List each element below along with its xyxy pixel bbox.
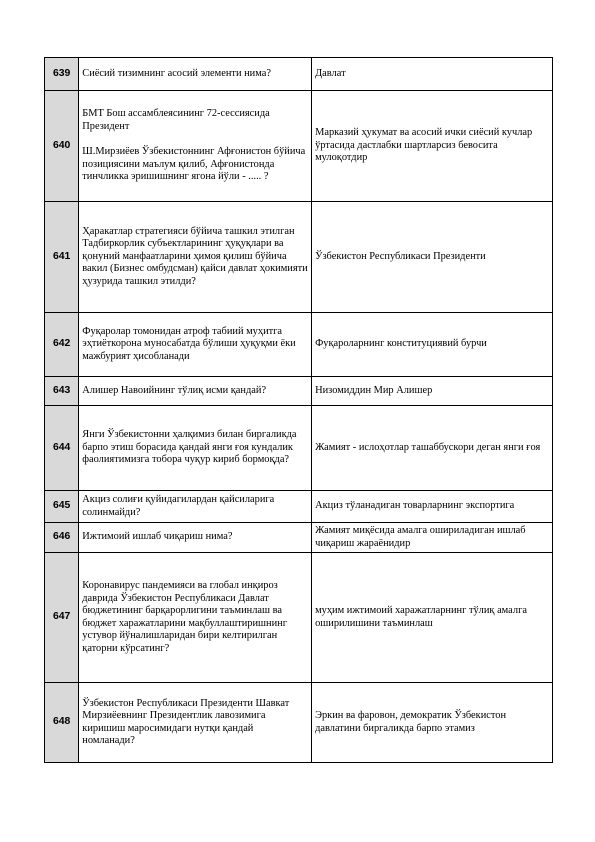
table-row xyxy=(45,377,553,406)
row-number: 644 xyxy=(45,406,79,491)
answer-cell: Низомиддин Мир Алишер xyxy=(312,377,553,406)
row-number: 645 xyxy=(45,491,79,523)
question-cell: Фуқаролар томонидан атроф табиий муҳитга эҳтиёткорона муносабатда бўлиши ҳуқуқми ёки мажбурият ҳисобланади xyxy=(79,313,312,377)
answer-cell: муҳим ижтимоий харажатларнинг тўлиқ амалга оширилишини таъминлаш xyxy=(312,553,553,683)
answer-cell: Ўзбекистон Республикаси Президенти xyxy=(312,202,553,313)
answer-cell: Фуқароларнинг конституциявий бурчи xyxy=(312,313,553,377)
answer-cell: Давлат xyxy=(312,58,553,91)
row-number: 643 xyxy=(45,377,79,406)
row-number: 640 xyxy=(45,91,79,202)
table-row xyxy=(45,553,553,683)
question-cell: Янги Ўзбекистонни ҳалқимиз билан биргаликда барпо этиш борасида қандай янги ғоя кундалик фаолиятимизга тобора чуқур кириб бормоқда? xyxy=(79,406,312,491)
row-number: 646 xyxy=(45,523,79,553)
table-row xyxy=(45,58,553,91)
row-number: 639 xyxy=(45,58,79,91)
question-cell: Акциз солиғи қуйидагилардан қайсиларига солинмайди? xyxy=(79,491,312,523)
row-number: 641 xyxy=(45,202,79,313)
question-cell: Ҳаракатлар стратегияси бўйича ташкил этилган Тадбиркорлик субъектларининг ҳуқуқлари ва қонуний манфаатларини ҳимоя қилиш бўйича вакил (Бизнес омбудсман) қайси давлат ҳокимияти ҳузурида ташкил этилди? xyxy=(79,202,312,313)
table-row xyxy=(45,91,553,202)
answer-cell: Эркин ва фаровон, демократик Ўзбекистон давлатини биргаликда барпо этамиз xyxy=(312,683,553,763)
question-cell: Ўзбекистон Республикаси Президенти Шавкат Мирзиёевнинг Президентлик лавозимига киришиш маросимидаги нутқи қандай номланади? xyxy=(79,683,312,763)
question-cell: Сиёсий тизимнинг асосий элементи нима? xyxy=(79,58,312,91)
table-row xyxy=(45,202,553,313)
questions-table xyxy=(44,57,553,763)
question-cell: Ижтимоий ишлаб чиқариш нима? xyxy=(79,523,312,553)
answer-cell: Акциз тўланадиган товарларнинг экспортига xyxy=(312,491,553,523)
row-number: 648 xyxy=(45,683,79,763)
table-row xyxy=(45,406,553,491)
question-cell: Коронавирус пандемияси ва глобал инқироз даврида Ўзбекистон Республикаси Давлат бюджетининг барқарорлигини таъминлаш ва бюджет харажатларини мақбуллаштиришнинг устувор йўналишларидан бири келтирилган қаторни кўрсатинг? xyxy=(79,553,312,683)
answer-cell: Жамият - ислоҳотлар ташаббускори деган янги ғоя xyxy=(312,406,553,491)
row-number: 642 xyxy=(45,313,79,377)
table-row xyxy=(45,313,553,377)
question-cell: БМТ Бош ассамблеясининг 72-сессиясида Президент Ш.Мирзиёев Ўзбекистоннинг Афғонистон бўйича позициясини маълум қилиб, Афғонистонда тинчликка эришишнинг ягона йўли - ..... ? xyxy=(79,91,312,202)
table-row xyxy=(45,491,553,523)
row-number: 647 xyxy=(45,553,79,683)
answer-cell: Марказий ҳукумат ва асосий ички сиёсий кучлар ўртасида дастлабки шартларсиз бевосита мулоқотдир xyxy=(312,91,553,202)
table-row xyxy=(45,523,553,553)
question-cell: Алишер Навоийнинг тўлиқ исми қандай? xyxy=(79,377,312,406)
answer-cell: Жамият миқёсида амалга ошириладиган ишлаб чиқариш жараёнидир xyxy=(312,523,553,553)
table-row xyxy=(45,683,553,763)
